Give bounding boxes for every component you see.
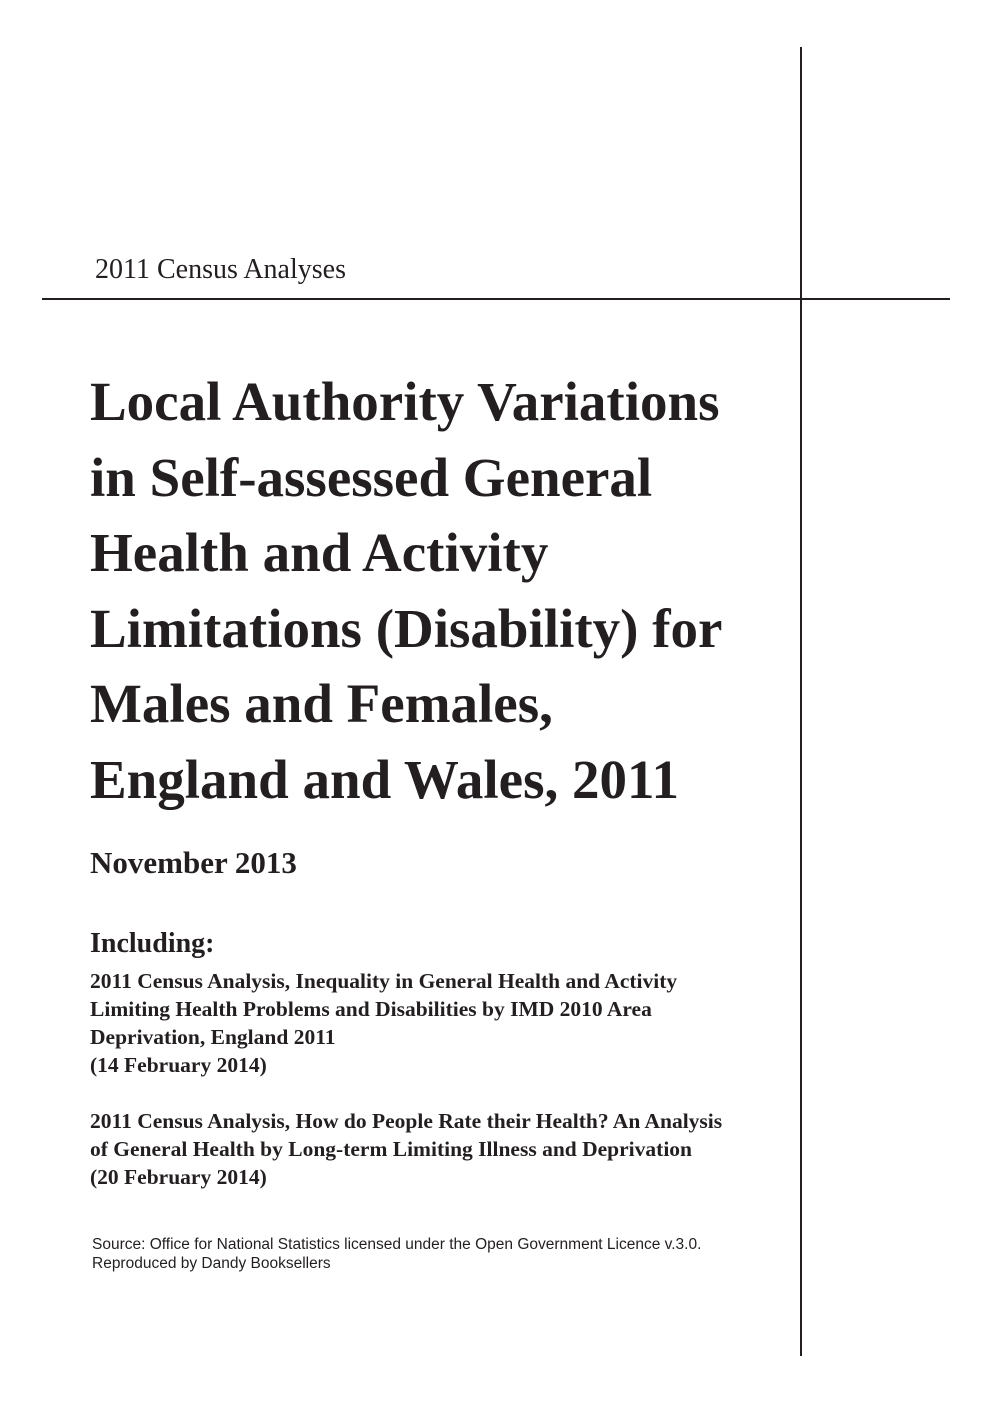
source-line: Reproduced by Dandy Booksellers (92, 1255, 331, 1272)
included-publication-2 (90, 1107, 800, 1191)
title-line: Health and Activity (90, 522, 549, 583)
series-label: 2011 Census Analyses (95, 254, 346, 285)
vertical-rule (800, 47, 802, 1356)
included-publication-1 (90, 967, 800, 1079)
included-line: (14 February 2014) (90, 1053, 267, 1077)
included-line: (20 February 2014) (90, 1165, 267, 1189)
title-line: Limitations (Disability) for (90, 597, 723, 659)
title-line: Local Authority Variations (90, 371, 720, 432)
title-line: in Self-assessed General (90, 446, 653, 508)
source-note (92, 1235, 701, 1273)
included-line: Limiting Health Problems and Disabilities by IMD 2010 Area (90, 997, 652, 1021)
publication-date: November 2013 (90, 845, 297, 880)
title-line: Males and Females, (90, 673, 553, 734)
included-line: 2011 Census Analysis, How do People Rate their Health? An Analysis (90, 1109, 723, 1133)
including-heading: Including: (90, 928, 215, 959)
document-title (90, 364, 790, 817)
title-line: England and Wales, 2011 (90, 748, 679, 810)
source-line: Source: Office for National Statistics licensed under the Open Government Licence v.3.0. (92, 1236, 702, 1253)
horizontal-rule (42, 298, 950, 300)
included-line: of General Health by Long-term Limiting Illness and Deprivation (90, 1137, 692, 1161)
included-line: 2011 Census Analysis, Inequality in General Health and Activity (90, 969, 678, 993)
included-line: Deprivation, England 2011 (90, 1025, 336, 1049)
